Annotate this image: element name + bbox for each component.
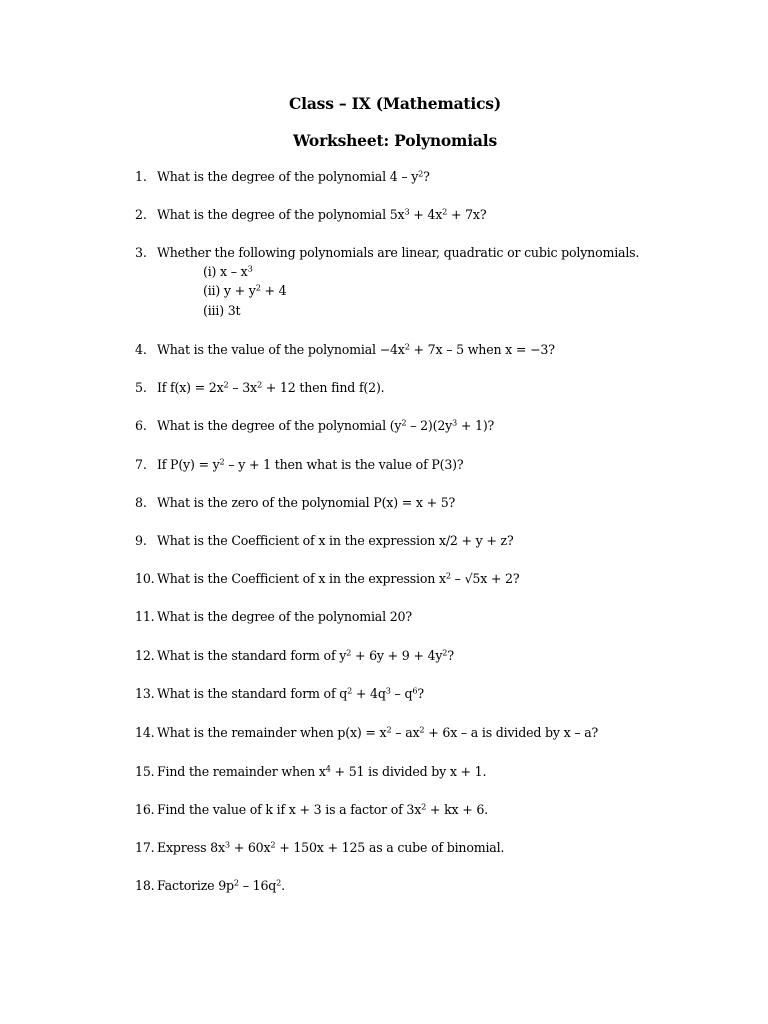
question-number: 11. [135,609,155,624]
question-14 [135,723,735,742]
sub-question-1: (i) x – $x^3$ [203,263,253,279]
question-text: What is the standard form of $q^2 + 4q^3 - q^6$? [157,685,424,701]
question-text: What is the value of the polynomial $-4x^2 + 7x - 5$ when x = −3? [157,341,555,357]
question-8 [135,493,735,512]
question-text: What is the standard form of $y^2 + 6y + 9 + 4y^2$? [157,647,454,663]
question-number: 14. [135,725,155,740]
question-9 [135,531,735,550]
question-7 [135,455,735,474]
question-number: 4. [135,342,147,357]
question-10 [135,569,735,588]
question-1 [135,167,735,186]
question-text: What is the zero of the polynomial P(x) = x + 5? [157,495,456,510]
sub-question-3: (iii) 3t [203,303,241,318]
question-6 [135,416,735,435]
question-number: 8. [135,495,147,510]
question-text: Find the remainder when $x^4 + 51$ is divided by x + 1. [157,763,487,779]
question-5 [135,378,735,397]
question-text: What is the degree of the polynomial $(y^2 - 2)(2y^3 + 1)$? [157,417,495,433]
question-text: Express $8x^3 + 60x^2 + 150x + 125$ as a cube of binomial. [157,839,505,855]
sub-question-2: (ii) $y + y^2 + 4$ [203,282,287,298]
question-number: 18. [135,878,155,893]
question-11 [135,607,735,626]
question-number: 3. [135,245,147,260]
question-text: What is the remainder when $p(x) = x^2 - ax^2 + 6x - a$ is divided by x – a? [157,724,599,740]
question-12 [135,646,735,665]
question-16 [135,800,735,819]
question-text: What is the degree of the polynomial $4 - y^2$? [157,168,430,184]
question-3 [135,243,735,262]
question-text: Whether the following polynomials are linear, quadratic or cubic polynomials. [157,245,640,260]
question-number: 1. [135,169,147,184]
question-text: What is the degree of the polynomial $5x^3 + 4x^2 + 7x$? [157,206,487,222]
question-text: Find the value of k if x + 3 is a factor of $3x^2$ + kx + 6. [157,801,488,817]
question-text: What is the degree of the polynomial 20? [157,609,412,624]
worksheet-subtitle: Worksheet: Polynomials [292,131,497,150]
question-2 [135,205,735,224]
question-text: If $f(x) = 2x^2 - 3x^2 + 12$ then find f(2). [157,379,385,395]
question-number: 2. [135,207,147,222]
question-number: 16. [135,802,155,817]
page-title: Class – IX (Mathematics) [289,94,501,113]
question-number: 12. [135,648,155,663]
question-13 [135,684,735,703]
question-text: What is the Coefficient of x in the expression $x^2 - √5x + 2$? [157,570,520,586]
question-17 [135,838,735,857]
question-text: What is the Coefficient of x in the expression x/2 + y + z? [157,533,514,548]
question-number: 15. [135,764,155,779]
question-4 [135,340,735,359]
question-text: If $P(y) = y^2 - y + 1$ then what is the value of P(3)? [157,456,464,472]
question-number: 17. [135,840,155,855]
question-number: 5. [135,380,147,395]
question-18 [135,876,735,895]
question-number: 9. [135,533,147,548]
question-number: 7. [135,457,147,472]
question-number: 10. [135,571,155,586]
question-number: 6. [135,418,147,433]
question-15 [135,762,735,781]
question-number: 13. [135,686,155,701]
question-text: Factorize $9p^2 - 16q^2$. [157,877,285,893]
